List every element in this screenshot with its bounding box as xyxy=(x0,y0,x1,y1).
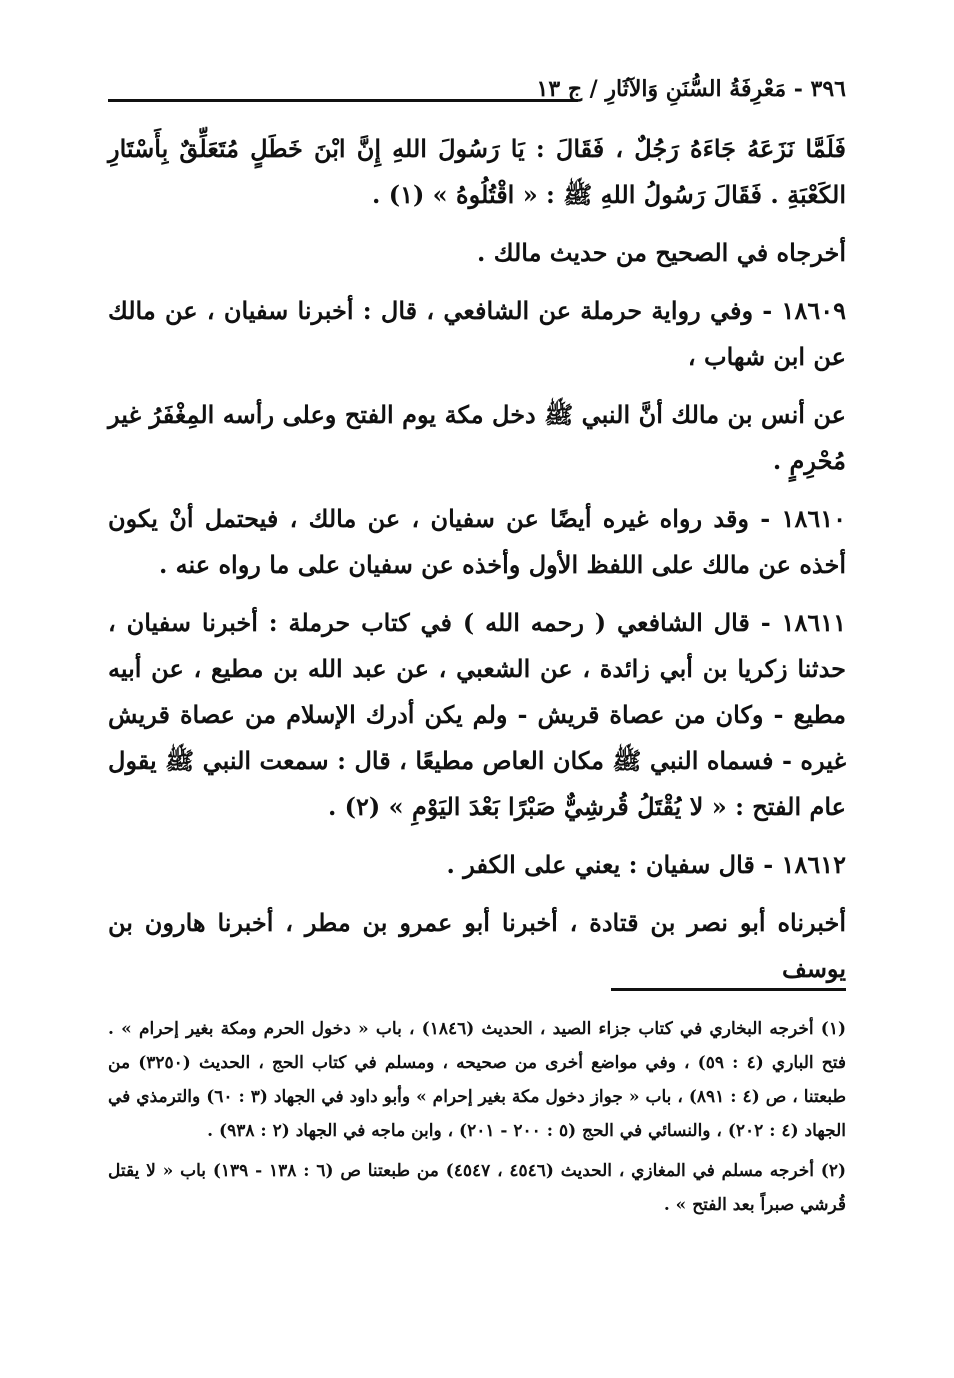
paragraph-8: أخبرناه أبو نصر بن قتادة ، أخبرنا أبو عمرو بن مطر ، أخبرنا هارون بن يوسف xyxy=(108,908,846,983)
running-head: ٣٩٦ - مَعْرِفَةُ السُّنَنِ وَالآثَارِ / ج ١٣ xyxy=(536,76,846,102)
paragraph-4: عن أنس بن مالك أنَّ النبي ﷺ دخل مكة يوم الفتح وعلى رأسه المِغْفَرُ غير مُحْرِمٍ . xyxy=(108,400,846,475)
paragraph-1: فَلَمَّا نَزَعَهُ جَاءَهُ رَجُلٌ ، فَقَالَ : يَا رَسُولَ اللهِ إِنَّ ابْنَ خَطَلٍ مُتَعَلِّقٌ بِأَسْتَارِ الكَعْبَةِ . فَقَالَ رَسُولُ اللهِ ﷺ : « اقْتُلُوهُ » (١) . xyxy=(108,134,846,209)
main-text xyxy=(108,126,846,1004)
paragraph-3: ١٨٦٠٩ - وفي رواية حرملة عن الشافعي ، قال : أخبرنا سفيان ، عن مالك عن ابن شهاب ، xyxy=(108,296,846,371)
paragraph-5: ١٨٦١٠ - وقد رواه غيره أيضًا عن سفيان ، عن مالك ، فيحتمل أنْ يكون أخذه عن مالك على اللفظ الأول وأخذه عن سفيان على ما رواه عنه . xyxy=(108,504,846,579)
header-rule xyxy=(108,99,578,102)
paragraph-2: أخرجاه في الصحيح من حديث مالك . xyxy=(477,238,846,267)
footnote-rule xyxy=(611,988,846,991)
paragraph-6: ١٨٦١١ - قال الشافعي ( رحمه الله ) في كتاب حرملة : أخبرنا سفيان ، حدثنا زكريا بن أبي زائدة ، عن الشعبي ، عن عبد الله بن مطيع ، عن أبيه مطيع - وكان من عصاة قريش - ولم يكن أدرك الإسلام من عصاة قريش غيره - فسماه النبي ﷺ مكان العاص مطيعًا ، قال : سمعت النبي ﷺ يقول عام الفتح : « لا يُقْتَلُ قُرشِيٌّ صَبْرًا بَعْدَ اليَوْمِ » (٢) . xyxy=(108,608,846,821)
paragraph-7: ١٨٦١٢ - قال سفيان : يعني على الكفر . xyxy=(446,850,846,879)
footnotes xyxy=(108,1012,846,1228)
footnote-2: (٢) أخرجه مسلم في المغازي ، الحديث (٤٥٤٦ ، ٤٥٤٧) من طبعتنا ص (٦ : ١٣٨ - ١٣٩) باب « لا يقتل قُرشي صبراً بعد الفتح » . xyxy=(108,1161,846,1215)
footnote-1: (١) أخرجه البخاري في كتاب جزاء الصيد ، الحديث (١٨٤٦) ، باب « دخول الحرم ومكة بغير إحرام » . فتح الباري (٤ : ٥٩) ، وفي مواضع أخرى من صحيحه ، ومسلم في كتاب الحج ، الحديث (٣٢٥٠) من طبعتنا ، ص (٤ : ٨٩١) ، باب « جواز دخول مكة بغير إحرام » وأبو داود في الجهاد (٣ : ٦٠) والترمذي في الجهاد (٤ : ٢٠٢) ، والنسائي في الحج (٥ : ٢٠٠ - ٢٠١) ، وابن ماجه في الجهاد (٢ : ٩٣٨) . xyxy=(108,1019,846,1141)
